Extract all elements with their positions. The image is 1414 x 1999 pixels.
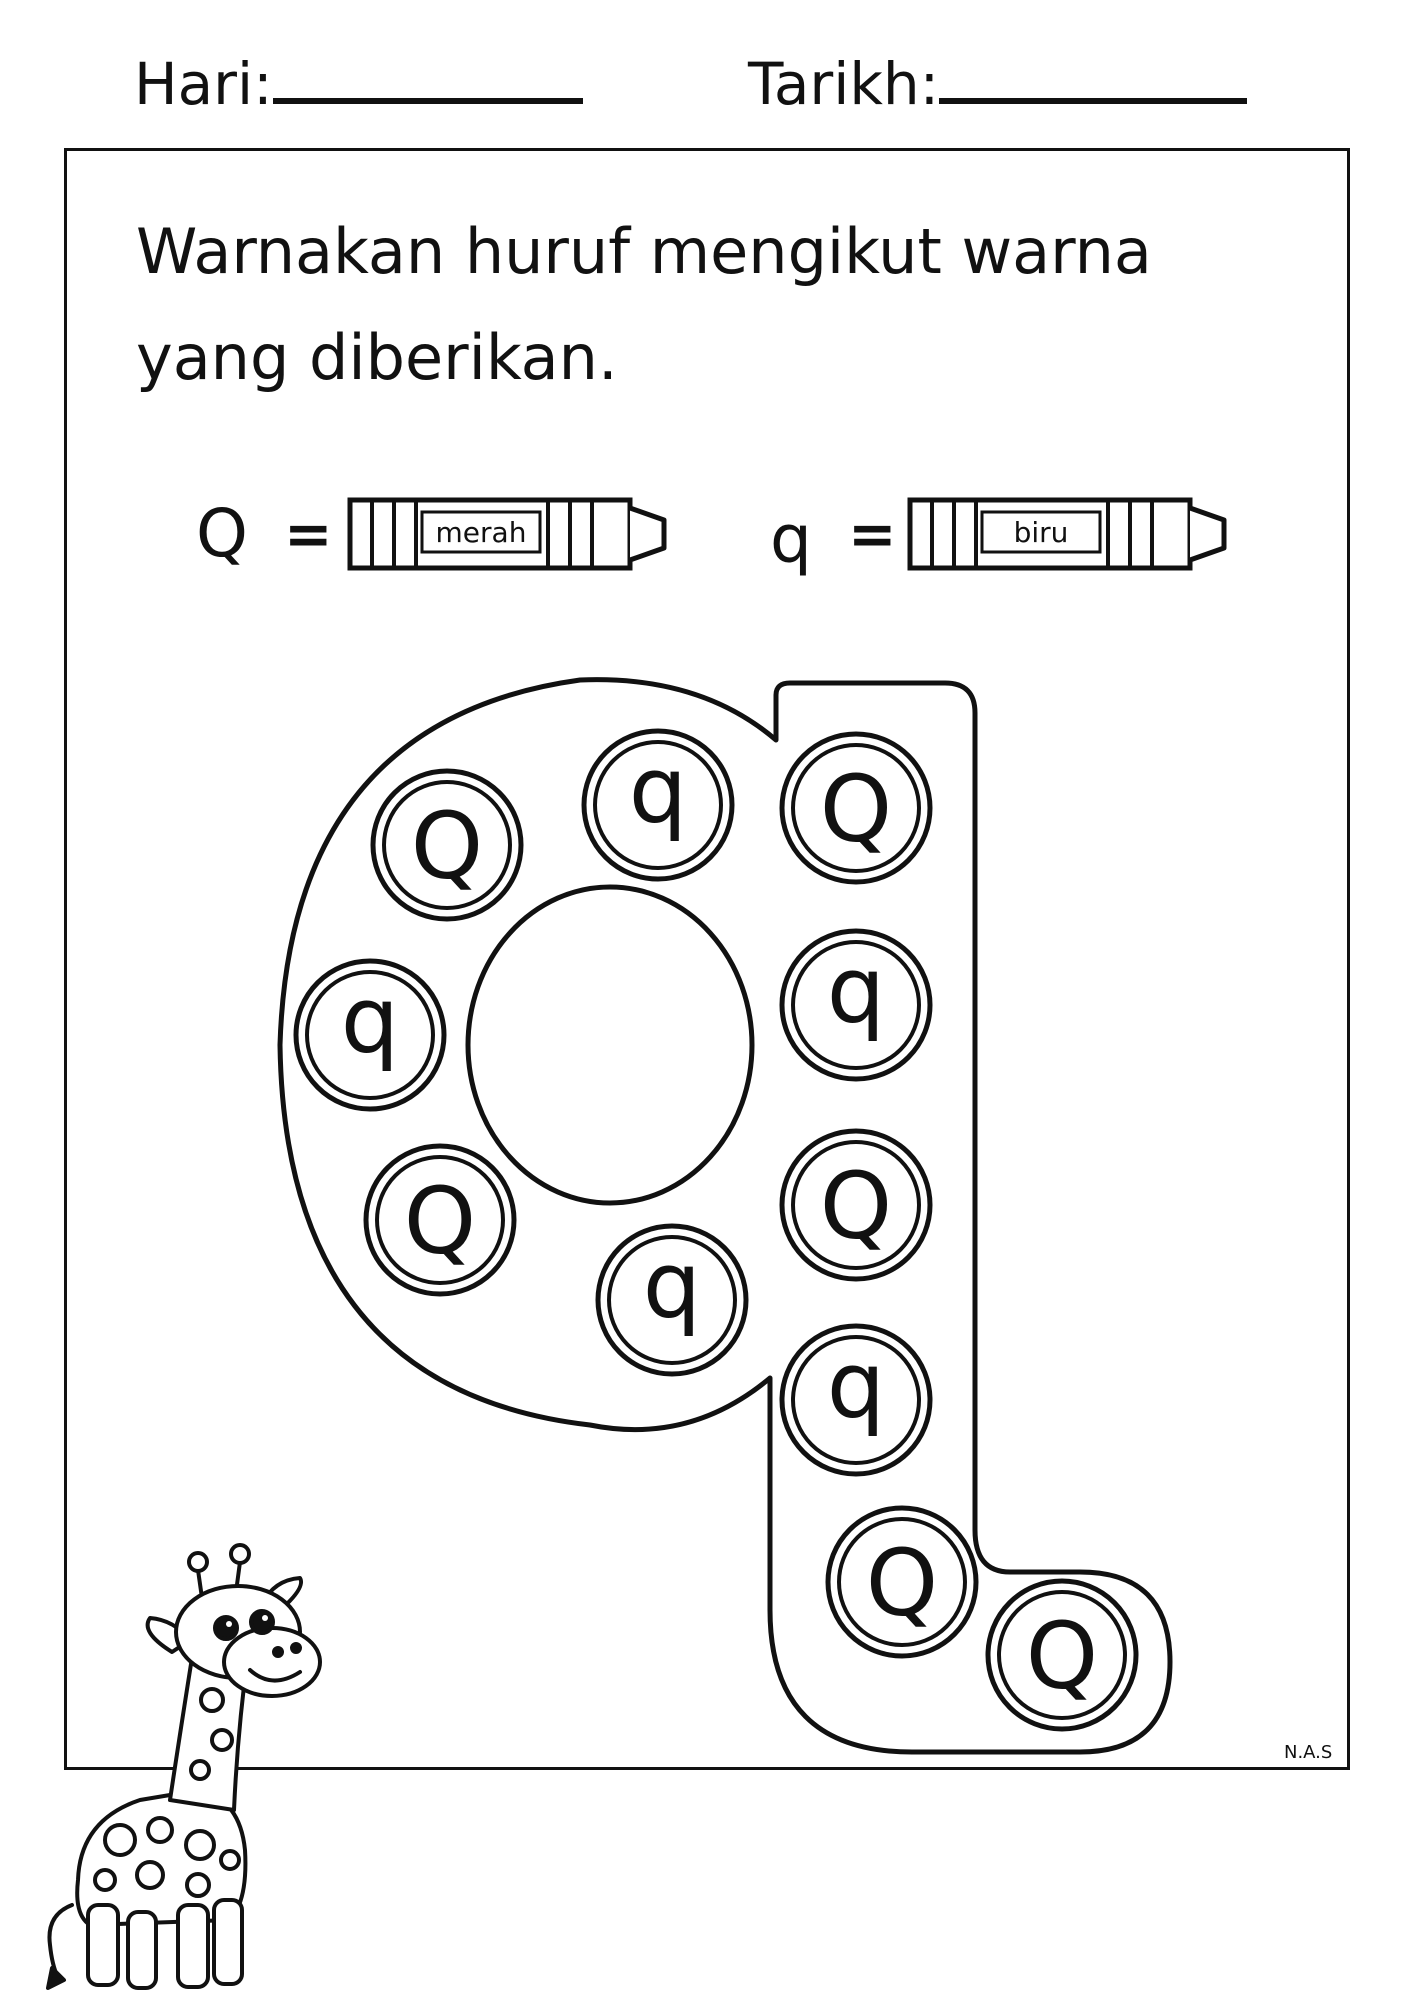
instruction-line-2: yang diberikan. [136, 321, 618, 394]
bubble-letter[interactable]: Q [865, 1530, 939, 1637]
legend-equals-sign: = [284, 500, 333, 568]
legend-uppercase-letter: Q [196, 495, 248, 572]
bubble-letter[interactable]: Q [819, 1153, 893, 1260]
bubble-letter[interactable]: q [642, 1232, 702, 1339]
giraffe-icon [48, 1545, 320, 1988]
red-crayon-label: merah [435, 516, 527, 549]
red-crayon-icon [350, 500, 664, 568]
instruction-line-1: Warnakan huruf mengikut warna [136, 215, 1152, 288]
legend-lowercase-letter: q [770, 501, 812, 578]
bubble-letter[interactable]: Q [410, 793, 484, 900]
bubble-letter[interactable]: q [826, 937, 886, 1044]
letter-q-hole [468, 887, 752, 1203]
bubble-letter[interactable]: Q [1025, 1603, 1099, 1710]
blue-crayon-label: biru [1013, 516, 1069, 549]
legend-equals-sign: = [848, 500, 897, 568]
date-label: Tarikh: [748, 50, 940, 118]
bubble-letter[interactable]: q [340, 967, 400, 1074]
bubble-letter[interactable]: Q [819, 756, 893, 863]
bubble-letter[interactable]: Q [403, 1168, 477, 1275]
blue-crayon-icon [910, 500, 1224, 568]
bubble-letter[interactable]: q [826, 1332, 886, 1439]
bubble-letter[interactable]: q [628, 737, 688, 844]
day-label: Hari: [134, 50, 273, 118]
credit-text: N.A.S [1284, 1742, 1333, 1763]
